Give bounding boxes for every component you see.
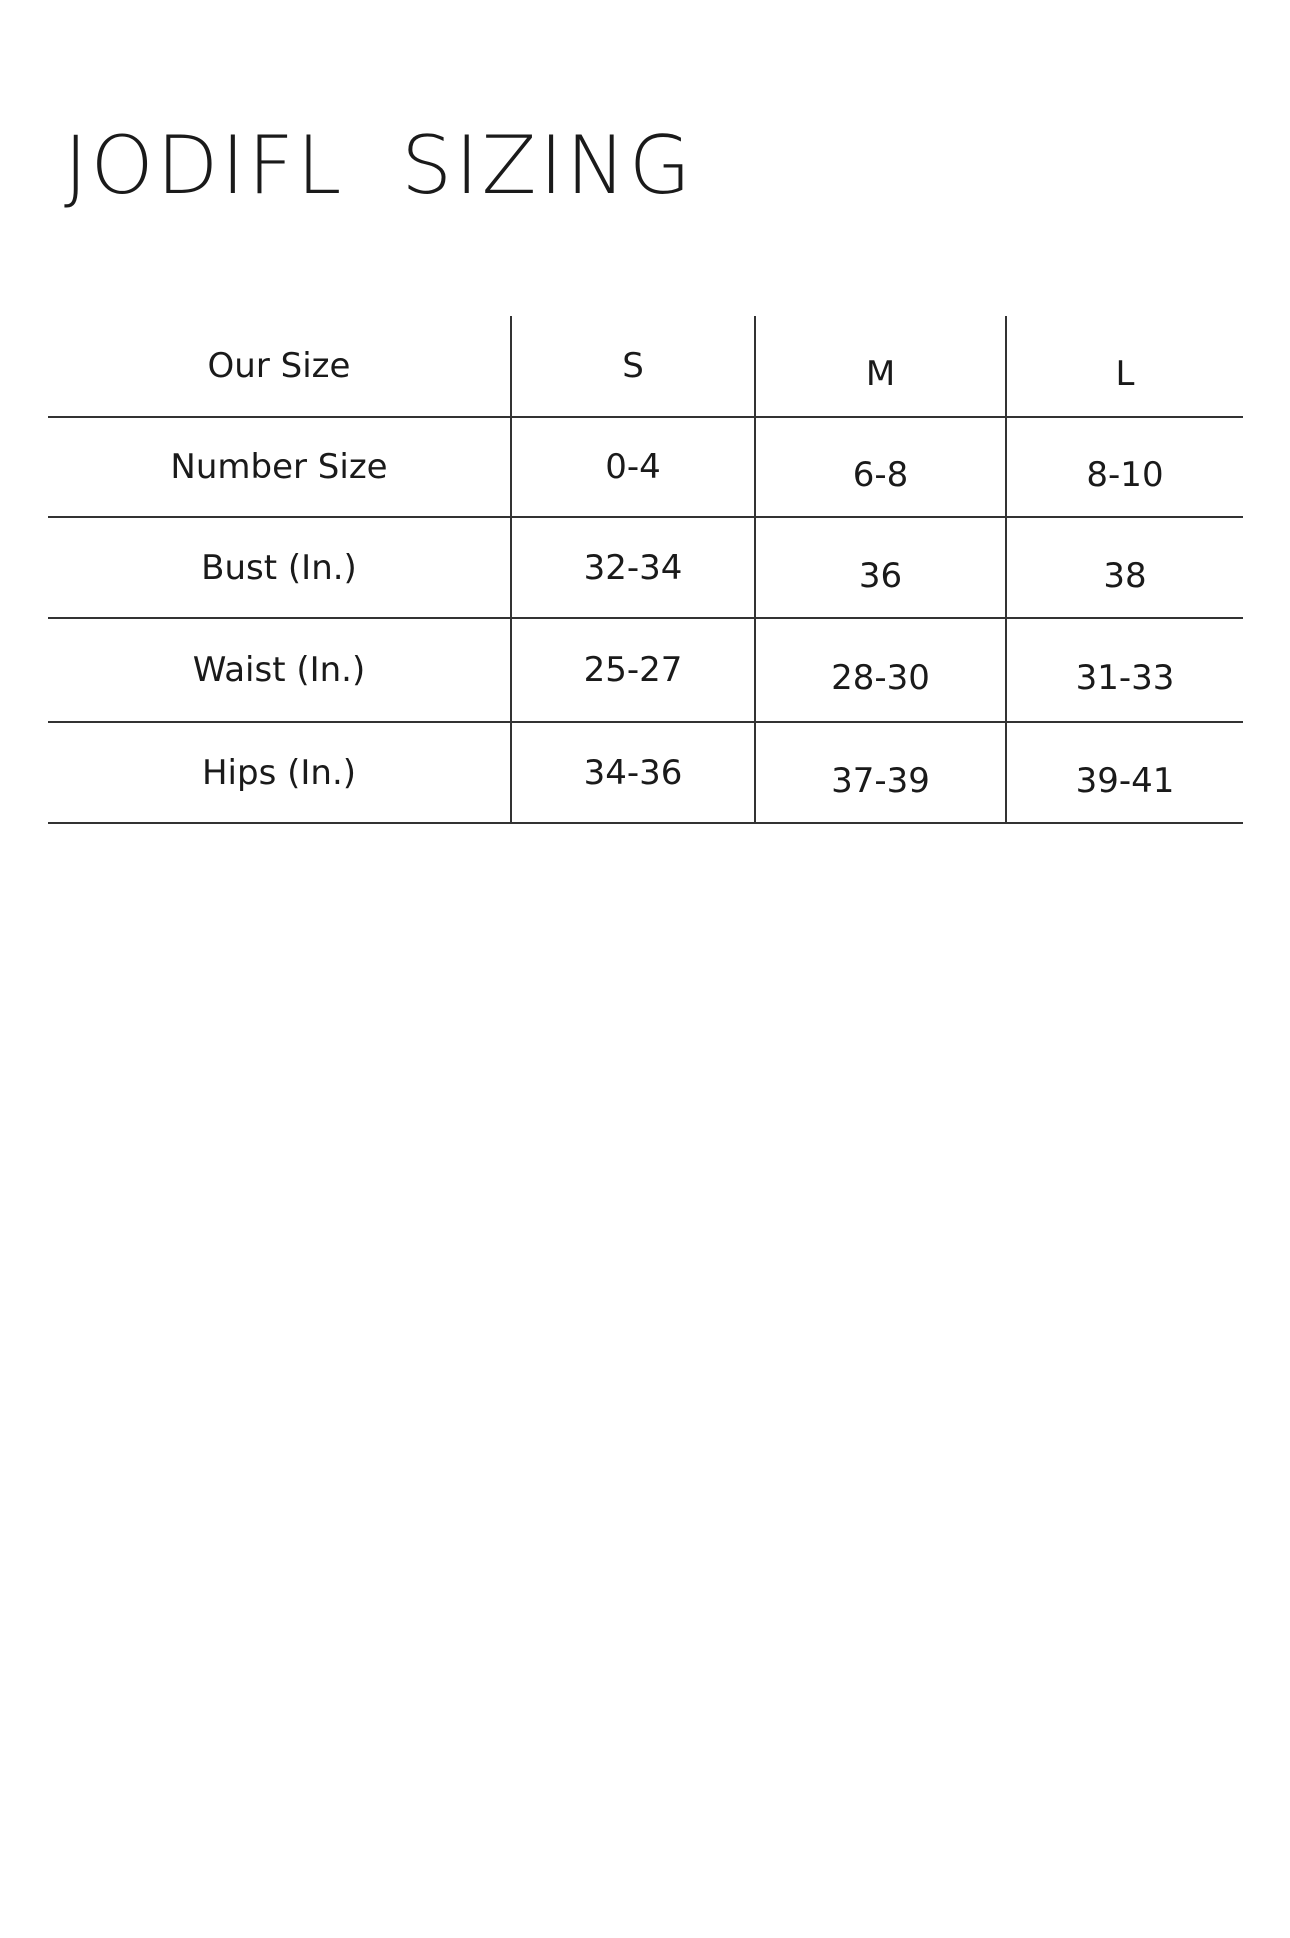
- table-cell: 38: [1103, 555, 1147, 596]
- table-cell: 28-30: [831, 658, 930, 698]
- header-our-size: Our Size: [207, 346, 351, 386]
- table-cell: 37-39: [831, 760, 930, 801]
- size-chart-table: [48, 316, 1243, 824]
- row-label-waist: Waist (In.): [192, 650, 366, 690]
- table-rule: [48, 822, 1243, 824]
- table-cell: 25-27: [583, 650, 683, 690]
- table-cell: 6-8: [852, 455, 909, 495]
- table-cell: 39-41: [1075, 760, 1175, 801]
- row-label-hips: Hips (In.): [201, 752, 357, 793]
- table-cell: 31-33: [1075, 658, 1175, 698]
- table-cell: 36: [858, 555, 903, 596]
- table-cell: 34-36: [583, 752, 683, 793]
- table-cell: 8-10: [1086, 455, 1164, 495]
- page-title: JODIFL SIZING: [64, 119, 694, 212]
- row-label-bust: Bust (In.): [201, 547, 357, 588]
- table-cell: 32-34: [583, 547, 683, 588]
- row-label-number-size: Number Size: [170, 447, 388, 487]
- header-size-m: M: [865, 354, 896, 394]
- header-size-l: L: [1115, 354, 1135, 394]
- header-size-s: S: [622, 346, 644, 386]
- table-cell: 0-4: [605, 447, 661, 487]
